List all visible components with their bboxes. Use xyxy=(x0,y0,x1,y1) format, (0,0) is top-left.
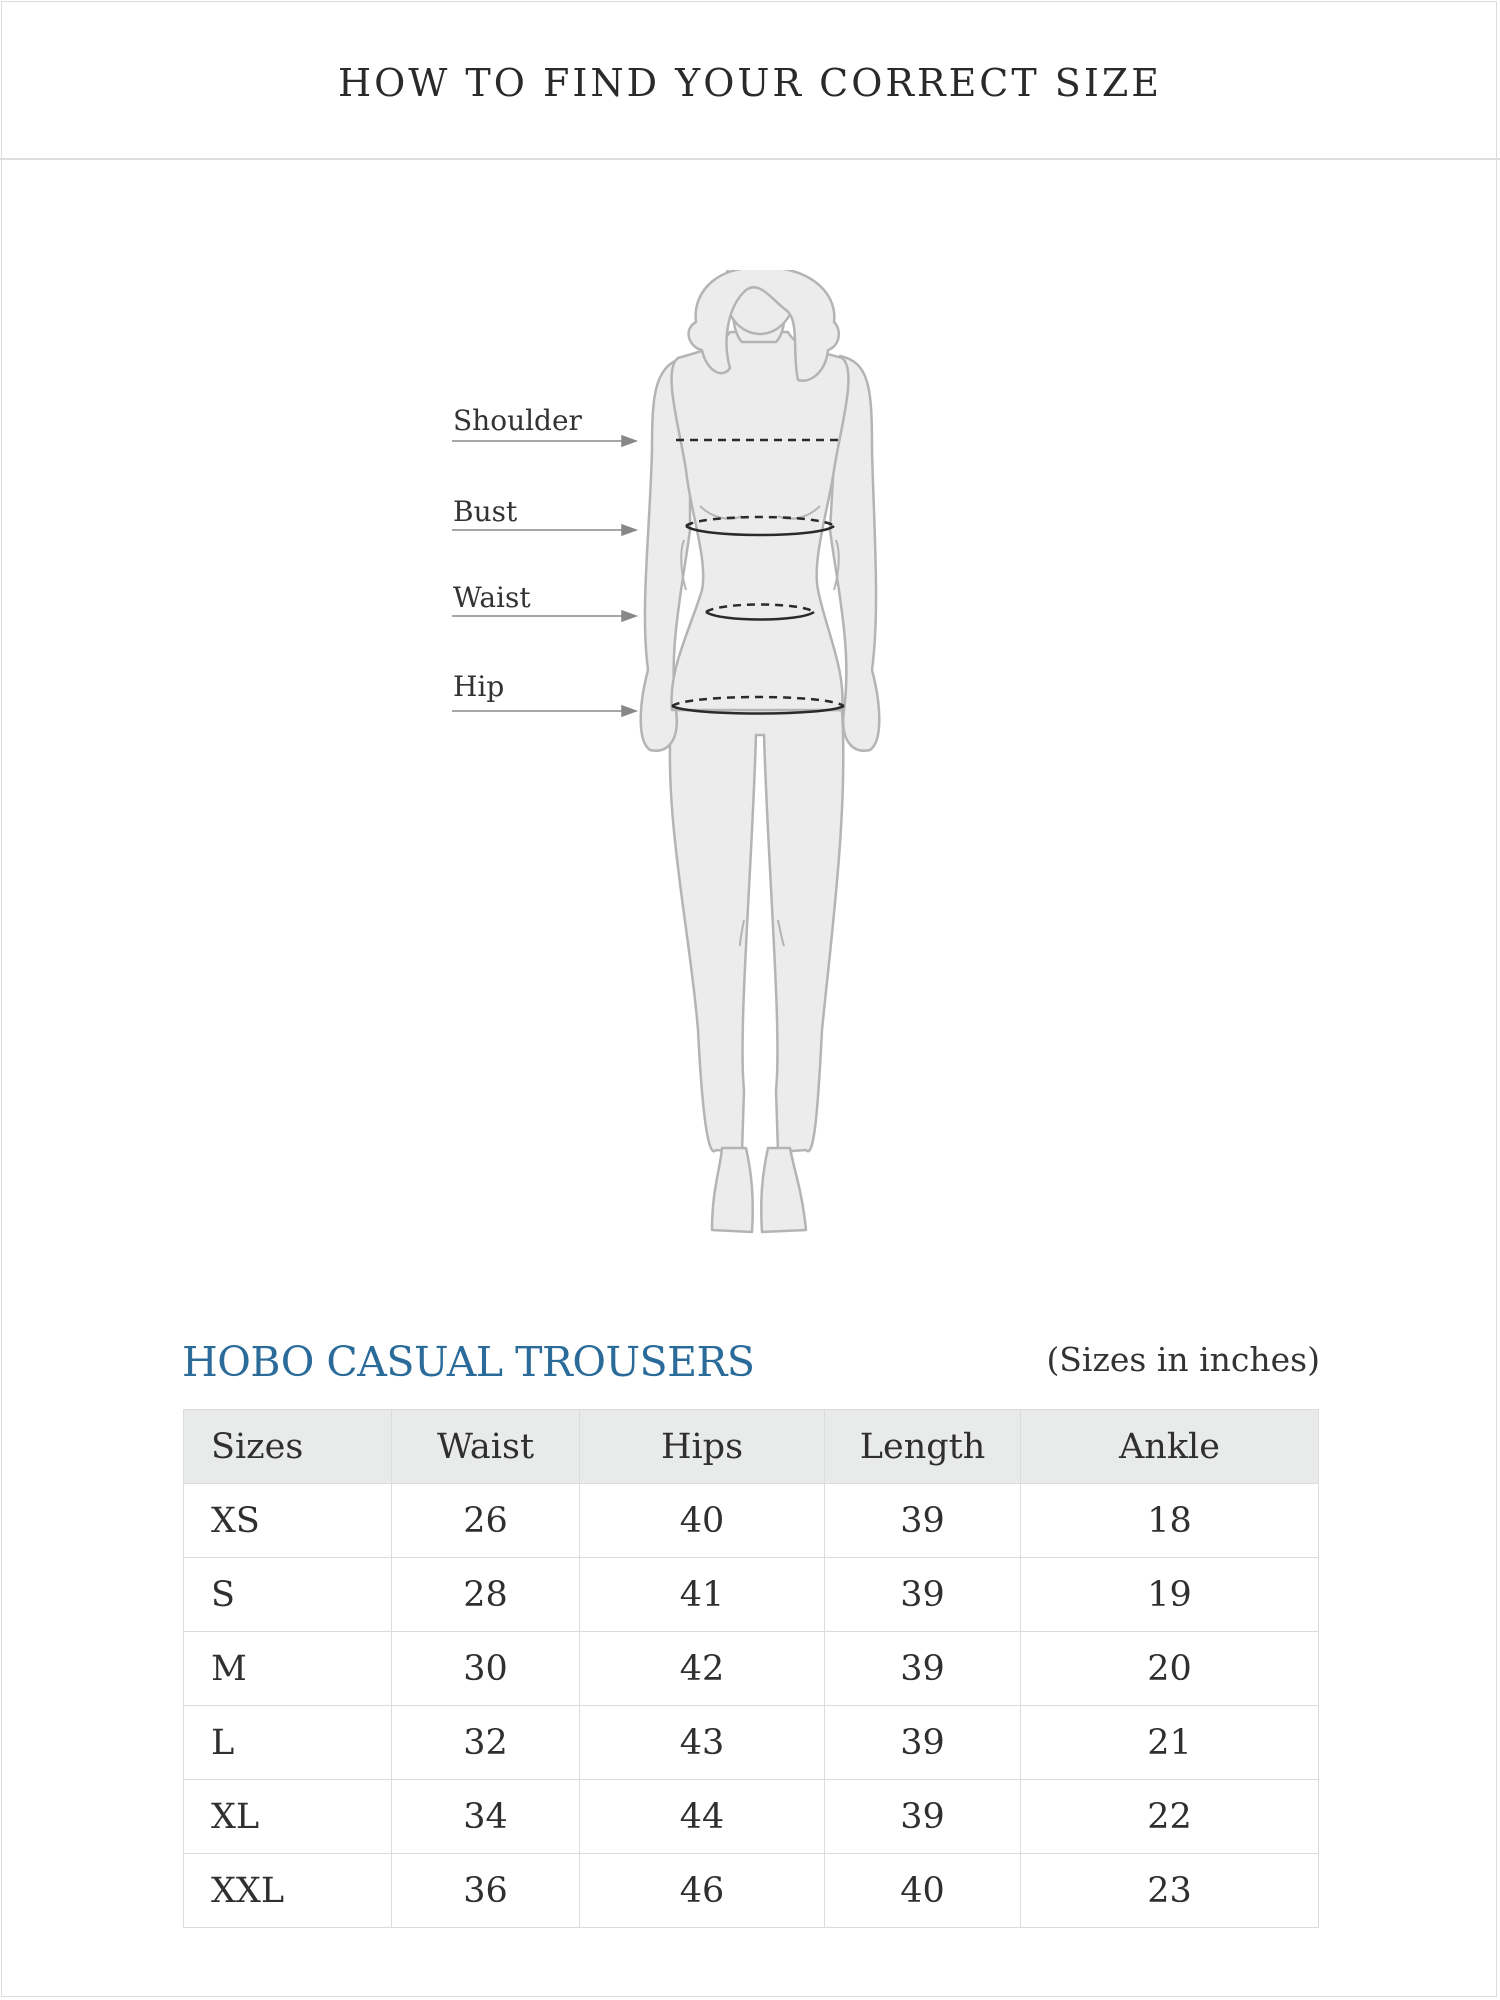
length-cell: 40 xyxy=(825,1854,1021,1928)
size-cell: XL xyxy=(184,1780,392,1854)
column-header: Ankle xyxy=(1021,1410,1319,1484)
waist-cell: 36 xyxy=(392,1854,580,1928)
table-header-row xyxy=(184,1410,1319,1484)
hips-cell: 42 xyxy=(580,1632,825,1706)
hip-pointer-arrow xyxy=(622,706,636,716)
ankle-cell: 22 xyxy=(1021,1780,1319,1854)
size-cell: XS xyxy=(184,1484,392,1558)
table-row xyxy=(184,1854,1319,1928)
ankle-cell: 18 xyxy=(1021,1484,1319,1558)
ankle-cell: 20 xyxy=(1021,1632,1319,1706)
table-row xyxy=(184,1632,1319,1706)
size-cell: S xyxy=(184,1558,392,1632)
shoulder-label: Shoulder xyxy=(453,404,582,437)
length-cell: 39 xyxy=(825,1632,1021,1706)
size-cell: XXL xyxy=(184,1854,392,1928)
page-title: HOW TO FIND YOUR CORRECT SIZE xyxy=(337,61,1162,105)
hips-cell: 41 xyxy=(580,1558,825,1632)
table-row xyxy=(184,1558,1319,1632)
bust-label: Bust xyxy=(453,495,518,528)
ankle-cell: 23 xyxy=(1021,1854,1319,1928)
waist-pointer-arrow xyxy=(622,611,636,621)
waist-cell: 30 xyxy=(392,1632,580,1706)
column-header: Length xyxy=(825,1410,1021,1484)
hips-cell: 43 xyxy=(580,1706,825,1780)
bust-pointer-arrow xyxy=(622,525,636,535)
hips-cell: 46 xyxy=(580,1854,825,1928)
column-header: Waist xyxy=(392,1410,580,1484)
length-cell: 39 xyxy=(825,1706,1021,1780)
ankle-cell: 19 xyxy=(1021,1558,1319,1632)
page-header xyxy=(0,0,1500,160)
figure-left-foot xyxy=(712,1148,753,1232)
length-cell: 39 xyxy=(825,1484,1021,1558)
figure-legs xyxy=(670,710,843,1152)
length-cell: 39 xyxy=(825,1780,1021,1854)
size-chart-table xyxy=(183,1409,1319,1928)
waist-cell: 32 xyxy=(392,1706,580,1780)
table-row xyxy=(184,1484,1319,1558)
waist-cell: 28 xyxy=(392,1558,580,1632)
size-cell: M xyxy=(184,1632,392,1706)
figure-torso xyxy=(672,332,849,710)
length-cell: 39 xyxy=(825,1558,1021,1632)
shoulder-pointer-arrow xyxy=(622,436,636,446)
waist-label: Waist xyxy=(453,581,531,614)
waist-cell: 34 xyxy=(392,1780,580,1854)
column-header: Sizes xyxy=(184,1410,392,1484)
figure-right-foot xyxy=(761,1148,806,1232)
size-guide-figure xyxy=(0,270,1500,1240)
column-header: Hips xyxy=(580,1410,825,1484)
body-figure-illustration xyxy=(0,270,1500,1240)
product-title: HOBO CASUAL TROUSERS xyxy=(182,1338,755,1386)
size-cell: L xyxy=(184,1706,392,1780)
waist-cell: 26 xyxy=(392,1484,580,1558)
table-row xyxy=(184,1706,1319,1780)
units-note: (Sizes in inches) xyxy=(1046,1340,1320,1379)
hip-label: Hip xyxy=(453,670,505,703)
hips-cell: 40 xyxy=(580,1484,825,1558)
hips-cell: 44 xyxy=(580,1780,825,1854)
table-row xyxy=(184,1780,1319,1854)
ankle-cell: 21 xyxy=(1021,1706,1319,1780)
